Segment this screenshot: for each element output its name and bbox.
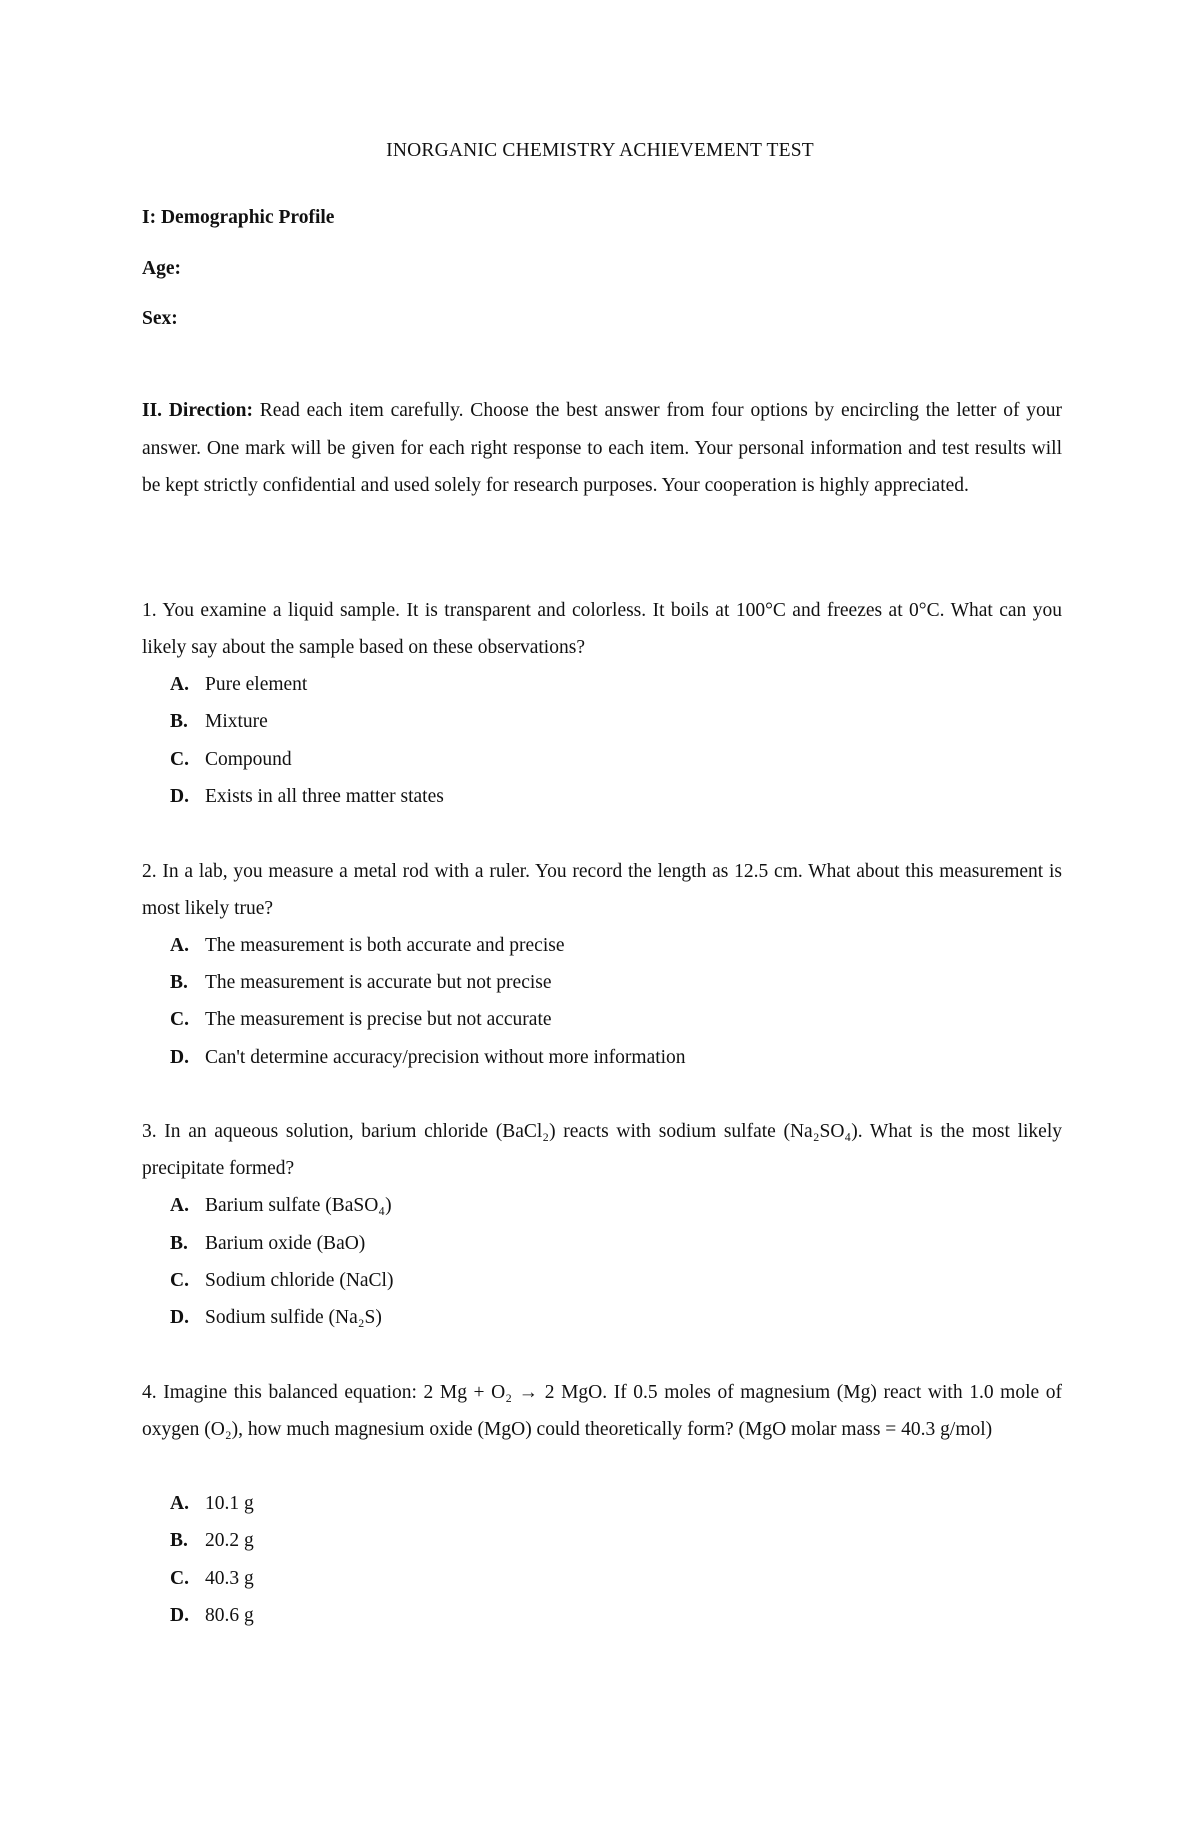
question-1-option-d[interactable]: D. Exists in all three matter states — [170, 786, 444, 807]
question-3-option-c[interactable]: C. Sodium chloride (NaCl) — [170, 1270, 394, 1291]
question-1-option-a[interactable]: A. Pure element — [170, 674, 308, 695]
question-1-text: 1. You examine a liquid sample. It is transparent and colorless. It boils at 100°C and freezes at 0°C. What can you likely say about the sample based on these observations? — [142, 600, 1062, 658]
direction-text: Read each item carefully. Choose the best answer from four options by encircling the letter of your answer. One mark will be given for each right response to each item. Your personal information and test results will be kept strictly confidential and used solely for research purposes. Your cooperation is highly appreciated. — [142, 400, 1062, 496]
question-2-option-a[interactable]: A. The measurement is both accurate and precise — [170, 935, 565, 956]
question-3-option-a[interactable]: A. Barium sulfate (BaSO₄) — [170, 1195, 392, 1216]
sex-label: Sex: — [142, 308, 178, 329]
demographic-heading: I: Demographic Profile — [142, 207, 335, 228]
question-3-text: 3. In an aqueous solution, barium chloride (BaCl₂) reacts with sodium sulfate (Na₂SO₄). What is the most likely precipitate formed? — [142, 1121, 1062, 1179]
question-3-option-d[interactable]: D. Sodium sulfide (Na₂S) — [170, 1307, 382, 1328]
question-4-option-a[interactable]: A. 10.1 g — [170, 1493, 254, 1514]
question-1-option-b[interactable]: B. Mixture — [170, 711, 268, 732]
direction-label: II. Direction: — [142, 400, 253, 421]
direction-paragraph — [142, 392, 1062, 505]
question-2-option-b[interactable]: B. The measurement is accurate but not precise — [170, 972, 552, 993]
question-4-option-b[interactable]: B. 20.2 g — [170, 1530, 254, 1551]
question-1-option-c[interactable]: C. Compound — [170, 749, 292, 770]
age-label: Age: — [142, 258, 181, 279]
question-2-option-c[interactable]: C. The measurement is precise but not accurate — [170, 1009, 552, 1030]
question-2-text: 2. In a lab, you measure a metal rod with a ruler. You record the length as 12.5 cm. What about this measurement is most likely true? — [142, 861, 1062, 919]
question-2-option-d[interactable]: D. Can't determine accuracy/precision without more information — [170, 1047, 686, 1068]
question-3-option-b[interactable]: B. Barium oxide (BaO) — [170, 1233, 366, 1254]
question-4-text: 4. Imagine this balanced equation: 2 Mg + O₂ → 2 MgO. If 0.5 moles of magnesium (Mg) react with 1.0 mole of oxygen (O₂), how much magnesium oxide (MgO) could theoretically form? (MgO molar mass = 40.3 g/mol) — [142, 1382, 1062, 1440]
document-title: INORGANIC CHEMISTRY ACHIEVEMENT TEST — [386, 140, 814, 161]
question-4-option-c[interactable]: C. 40.3 g — [170, 1568, 254, 1589]
question-4-option-d[interactable]: D. 80.6 g — [170, 1605, 254, 1626]
